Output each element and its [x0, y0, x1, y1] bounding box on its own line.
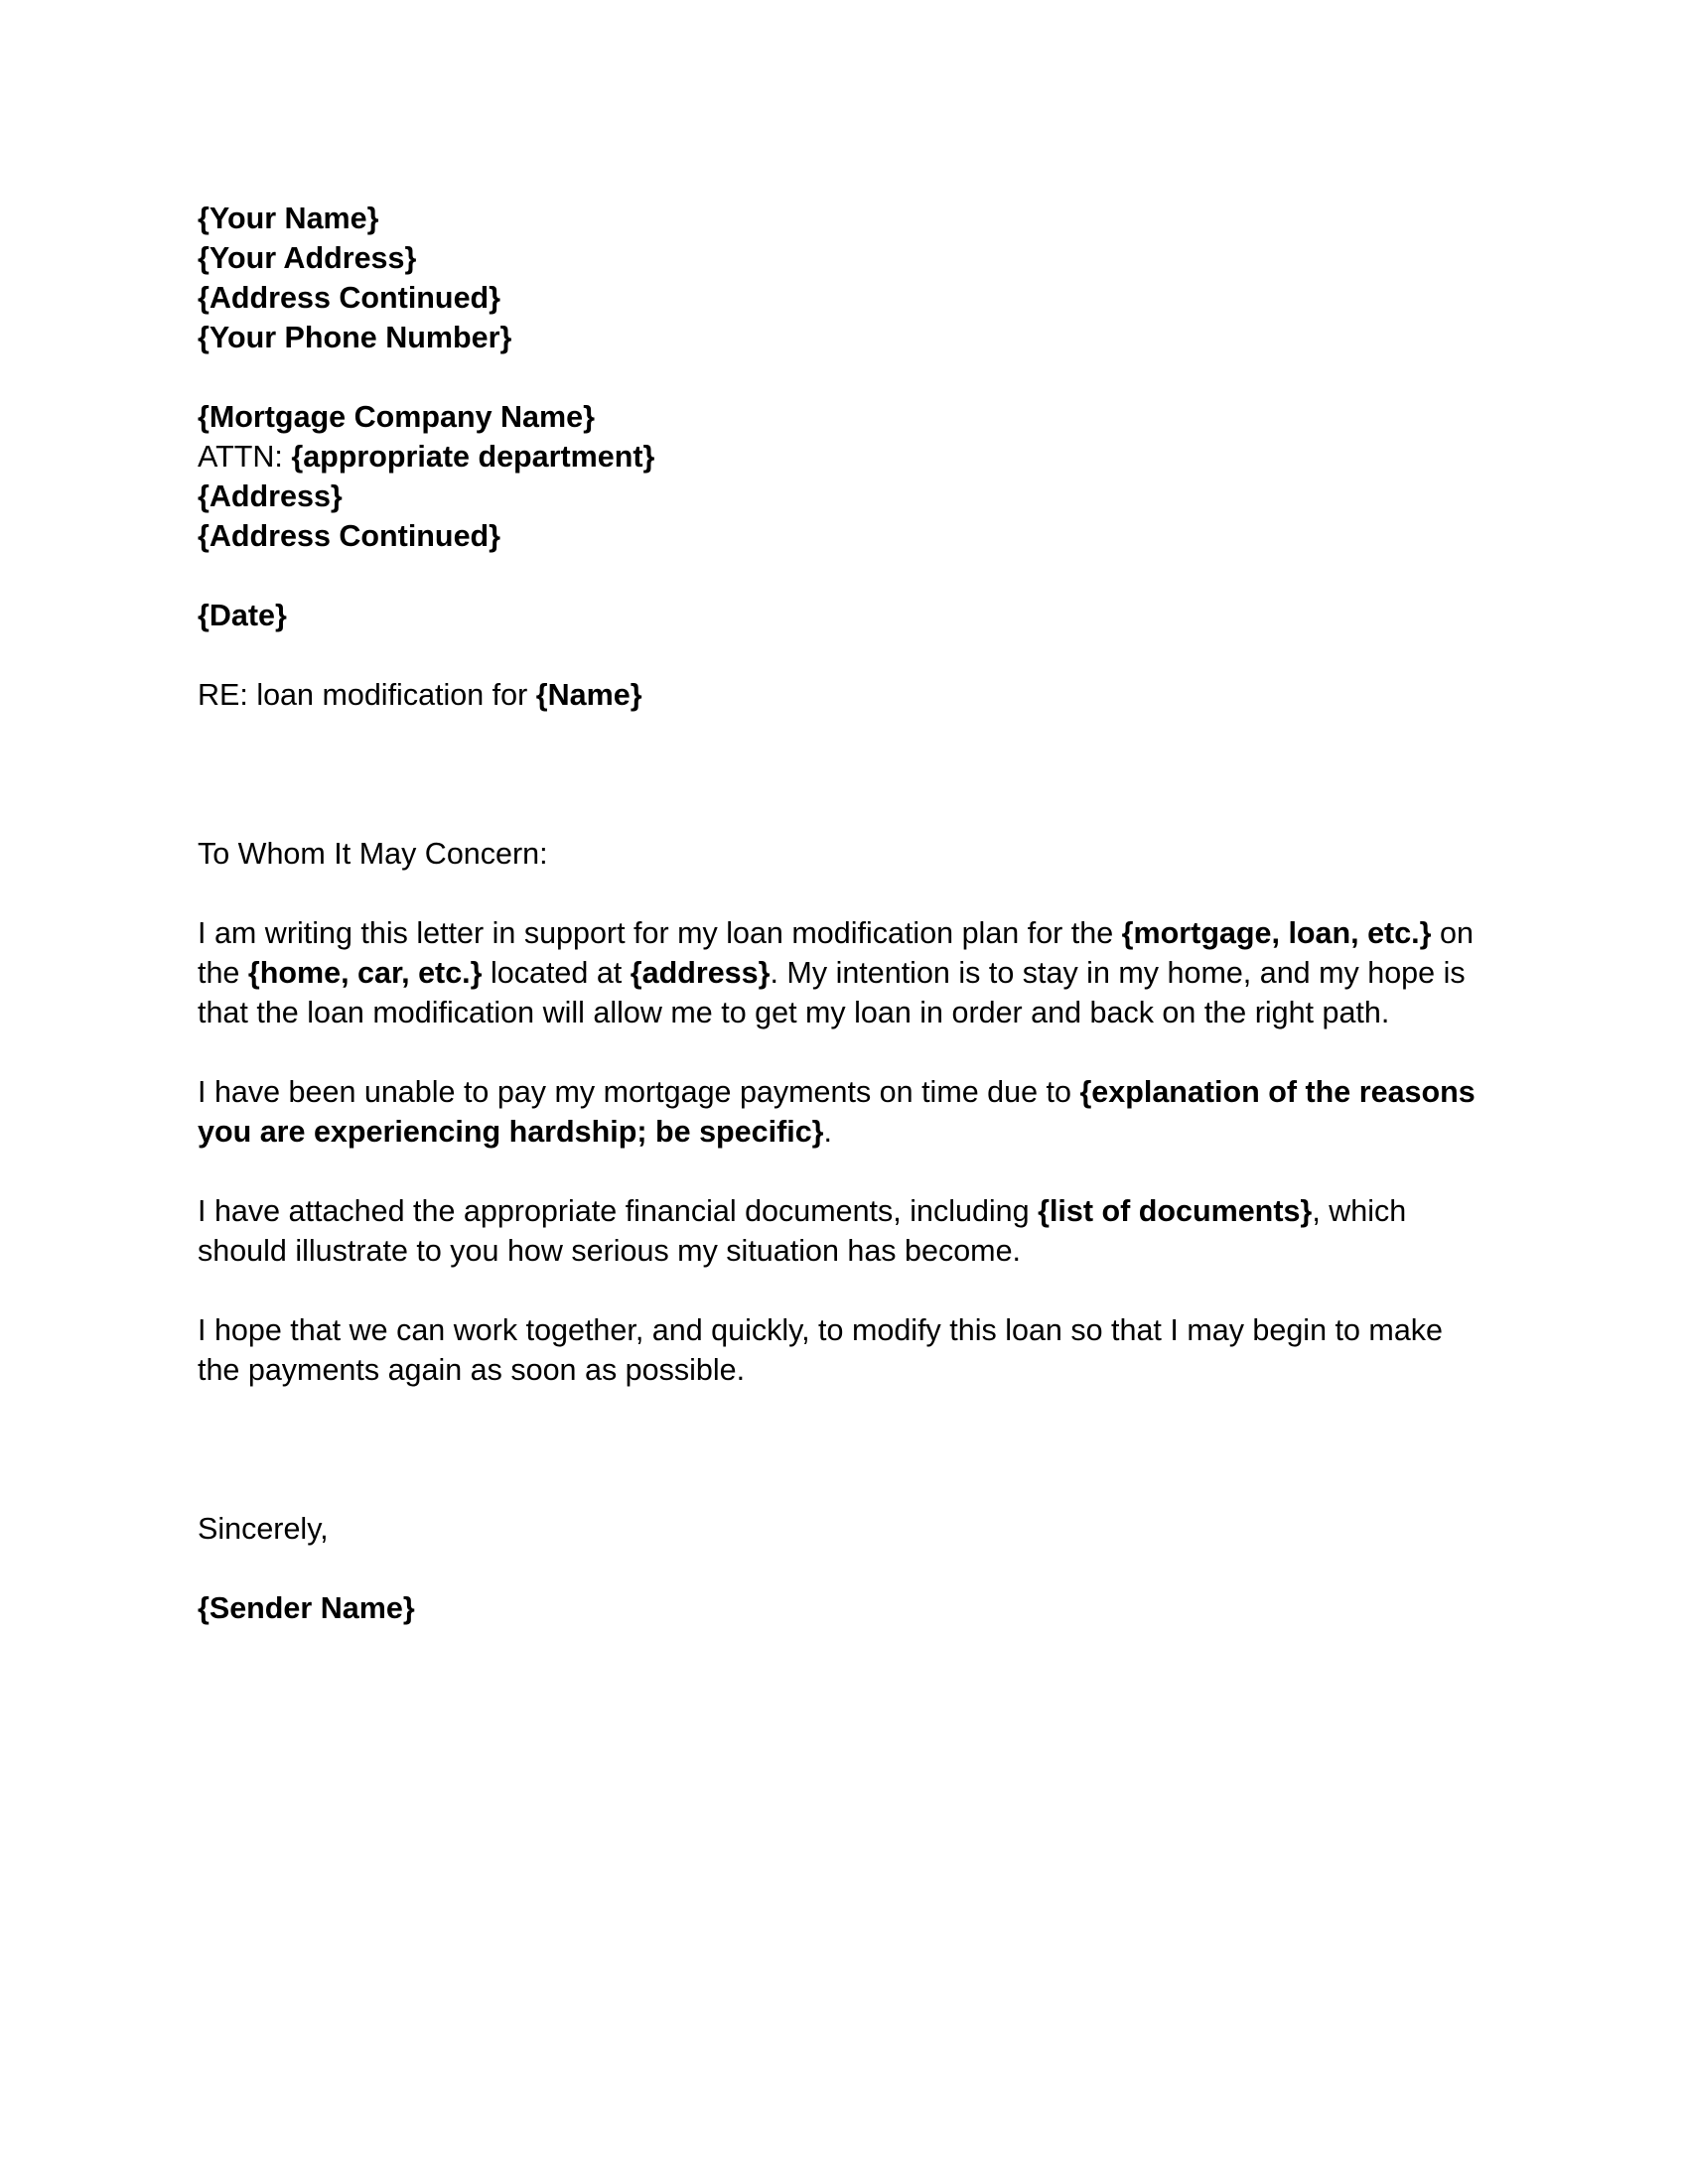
- paragraph-3-line-2: should illustrate to you how serious my situation has become.: [198, 1234, 1022, 1268]
- subject-name: {Name}: [535, 678, 642, 712]
- paragraph-3-line-1: [198, 1191, 1559, 1231]
- salutation-line: To Whom It May Concern:: [198, 837, 548, 871]
- recipient-address-line: {Address}: [198, 479, 343, 513]
- sender-address-line: {Your Address}: [198, 241, 417, 275]
- p2-l2-tail: .: [823, 1115, 833, 1149]
- recipient-block: [198, 397, 1559, 556]
- p1-l2-c: located at: [482, 956, 631, 990]
- paragraph-4: [198, 1310, 1559, 1390]
- sender-name-line: {Your Name}: [198, 202, 379, 235]
- p1-l1-bold: {mortgage, loan, etc.}: [1121, 916, 1432, 950]
- paragraph-3: [198, 1191, 1559, 1271]
- p2-l1-regular: I have been unable to pay my mortgage payments on time due to: [198, 1075, 1080, 1109]
- sender-address-continued-line: {Address Continued}: [198, 281, 501, 315]
- sender-block: [198, 199, 1559, 357]
- date-line: {Date}: [198, 599, 287, 632]
- p3-l1-tail: , which: [1312, 1194, 1407, 1228]
- subject-line: [198, 675, 1559, 715]
- paragraph-2-line-2: [198, 1112, 1559, 1152]
- paragraph-1-line-1: [198, 913, 1559, 953]
- paragraph-4-line-2: the payments again as soon as possible.: [198, 1353, 746, 1387]
- paragraph-1: [198, 913, 1559, 1032]
- attn-prefix: ATTN:: [198, 440, 292, 474]
- attn-department: {appropriate department}: [291, 440, 655, 474]
- paragraph-2-line-1: [198, 1072, 1559, 1112]
- p1-l1-regular: I am writing this letter in support for my loan modification plan for the: [198, 916, 1122, 950]
- paragraph-1-line-2: [198, 953, 1559, 993]
- paragraph-4-line-1: I hope that we can work together, and quickly, to modify this loan so that I may begin to make: [198, 1313, 1444, 1347]
- recipient-company-line: {Mortgage Company Name}: [198, 400, 595, 434]
- paragraph-2: [198, 1072, 1559, 1152]
- paragraph-1-line-3: that the loan modification will allow me to get my loan in order and back on the right path.: [198, 996, 1390, 1029]
- closing-line: Sincerely,: [198, 1512, 329, 1546]
- p1-l1-tail: on: [1431, 916, 1474, 950]
- sender-phone-line: {Your Phone Number}: [198, 321, 512, 354]
- p1-l2-d-bold: {address}: [630, 956, 771, 990]
- p2-l2-bold: you are experiencing hardship; be specific}: [198, 1115, 824, 1149]
- p1-l2-e: . My intention is to stay in my home, and my hope is: [770, 956, 1466, 990]
- subject-prefix: RE: loan modification for: [198, 678, 536, 712]
- recipient-attn-line: [198, 437, 1559, 477]
- p1-l2-b-bold: {home, car, etc.}: [247, 956, 483, 990]
- p3-l1-bold: {list of documents}: [1038, 1194, 1313, 1228]
- p1-l2-a: the: [198, 956, 248, 990]
- p3-l1-regular: I have attached the appropriate financial documents, including: [198, 1194, 1039, 1228]
- signature-line: {Sender Name}: [198, 1591, 415, 1625]
- recipient-address-continued-line: {Address Continued}: [198, 519, 501, 553]
- p2-l1-bold: {explanation of the reasons: [1079, 1075, 1476, 1109]
